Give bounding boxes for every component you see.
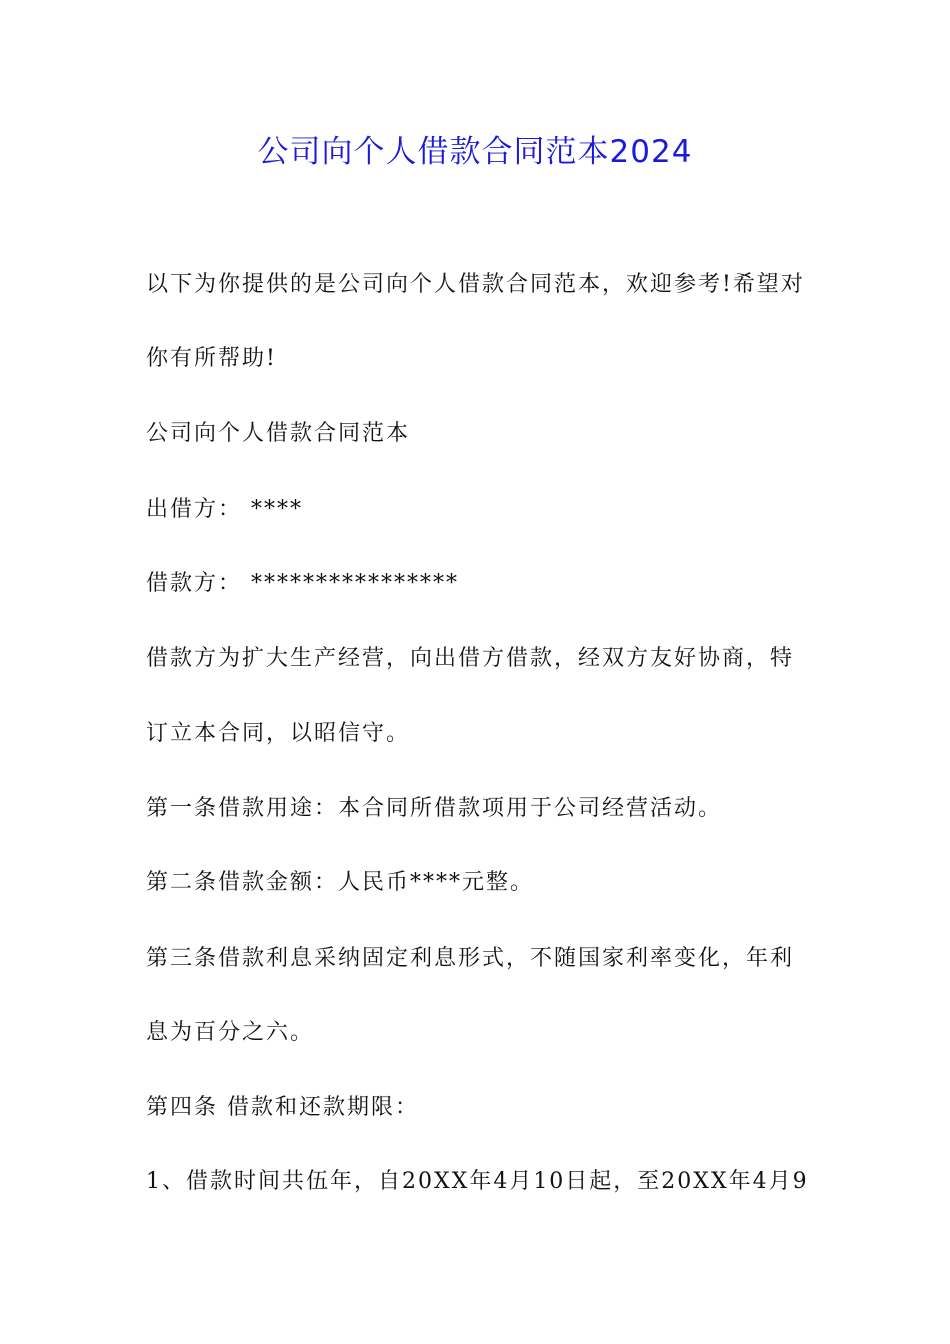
contract-heading: 公司向个人借款合同范本 <box>146 421 411 446</box>
intro-line-2: 你有所帮助! <box>146 346 277 371</box>
borrower-line: 借款方： **************** <box>146 571 459 596</box>
article-3-line-2: 息为百分之六。 <box>146 1020 315 1045</box>
preamble-line-2: 订立本合同，以昭信守。 <box>146 721 411 746</box>
intro-line-1: 以下为你提供的是公司向个人借款合同范本，欢迎参考!希望对 <box>146 272 805 297</box>
article-4-item-1: 1、借款时间共伍年，自20XX年4月10日起，至20XX年4月9 <box>146 1169 809 1194</box>
document-title: 公司向个人借款合同范本2024 <box>257 134 693 170</box>
preamble-line-1: 借款方为扩大生产经营，向出借方借款，经双方友好协商，特 <box>146 646 795 671</box>
article-1: 第一条借款用途：本合同所借款项用于公司经营活动。 <box>146 796 723 821</box>
article-3-line-1: 第三条借款利息采纳固定利息形式，不随国家利率变化，年利 <box>146 946 795 971</box>
article-2: 第二条借款金额：人民币****元整。 <box>146 870 535 895</box>
lender-line: 出借方： **** <box>146 497 303 522</box>
article-4-heading: 第四条 借款和还款期限： <box>146 1095 419 1120</box>
